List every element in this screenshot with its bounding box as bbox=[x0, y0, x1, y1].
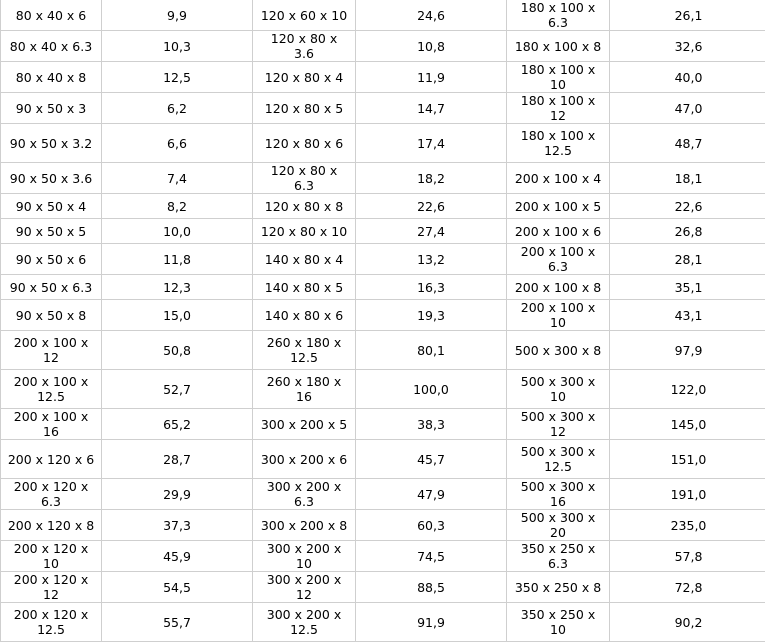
weight-cell: 26,1 bbox=[610, 0, 765, 31]
profile-size-cell: 80 x 40 x 6.3 bbox=[1, 31, 102, 62]
weight-cell: 18,1 bbox=[610, 163, 765, 194]
weight-cell: 54,5 bbox=[102, 572, 253, 603]
profile-size-cell: 140 x 80 x 6 bbox=[253, 300, 356, 331]
table-row bbox=[1, 440, 765, 479]
profile-size-cell: 200 x 100 x 6 bbox=[507, 219, 610, 244]
profile-size-cell: 200 x 120 x 8 bbox=[1, 510, 102, 541]
table-row bbox=[1, 194, 765, 219]
table-row bbox=[1, 124, 765, 163]
profile-size-cell: 300 x 200 x 6 bbox=[253, 440, 356, 479]
weight-cell: 19,3 bbox=[356, 300, 507, 331]
profile-size-cell: 90 x 50 x 6 bbox=[1, 244, 102, 275]
weight-cell: 32,6 bbox=[610, 31, 765, 62]
weight-cell: 235,0 bbox=[610, 510, 765, 541]
weight-cell: 91,9 bbox=[356, 603, 507, 642]
weight-cell: 65,2 bbox=[102, 409, 253, 440]
profile-size-cell: 500 x 300 x 16 bbox=[507, 479, 610, 510]
table-row bbox=[1, 572, 765, 603]
table-row bbox=[1, 62, 765, 93]
profile-size-cell: 300 x 200 x 10 bbox=[253, 541, 356, 572]
profile-size-cell: 90 x 50 x 8 bbox=[1, 300, 102, 331]
weight-cell: 145,0 bbox=[610, 409, 765, 440]
profile-size-cell: 260 x 180 x 12.5 bbox=[253, 331, 356, 370]
profile-size-cell: 120 x 80 x 3.6 bbox=[253, 31, 356, 62]
weight-cell: 37,3 bbox=[102, 510, 253, 541]
profile-size-cell: 200 x 100 x 12 bbox=[1, 331, 102, 370]
profile-size-cell: 350 x 250 x 10 bbox=[507, 603, 610, 642]
weight-cell: 14,7 bbox=[356, 93, 507, 124]
weight-cell: 12,5 bbox=[102, 62, 253, 93]
table-row bbox=[1, 300, 765, 331]
profile-size-cell: 300 x 200 x 12.5 bbox=[253, 603, 356, 642]
profile-size-cell: 500 x 300 x 20 bbox=[507, 510, 610, 541]
weight-cell: 9,9 bbox=[102, 0, 253, 31]
table-row bbox=[1, 244, 765, 275]
weight-cell: 10,8 bbox=[356, 31, 507, 62]
weight-cell: 22,6 bbox=[610, 194, 765, 219]
table-row bbox=[1, 370, 765, 409]
profile-size-cell: 200 x 100 x 6.3 bbox=[507, 244, 610, 275]
profile-size-cell: 140 x 80 x 5 bbox=[253, 275, 356, 300]
profile-size-cell: 200 x 100 x 4 bbox=[507, 163, 610, 194]
weight-cell: 191,0 bbox=[610, 479, 765, 510]
weight-cell: 88,5 bbox=[356, 572, 507, 603]
profile-size-cell: 140 x 80 x 4 bbox=[253, 244, 356, 275]
weight-cell: 43,1 bbox=[610, 300, 765, 331]
profile-size-cell: 200 x 120 x 6.3 bbox=[1, 479, 102, 510]
weight-cell: 13,2 bbox=[356, 244, 507, 275]
profile-size-cell: 200 x 120 x 6 bbox=[1, 440, 102, 479]
weight-cell: 100,0 bbox=[356, 370, 507, 409]
table-row bbox=[1, 603, 765, 642]
weight-cell: 45,9 bbox=[102, 541, 253, 572]
table-row bbox=[1, 275, 765, 300]
profile-size-cell: 260 x 180 x 16 bbox=[253, 370, 356, 409]
table-row bbox=[1, 331, 765, 370]
profile-size-cell: 200 x 100 x 16 bbox=[1, 409, 102, 440]
weight-cell: 6,2 bbox=[102, 93, 253, 124]
weight-cell: 26,8 bbox=[610, 219, 765, 244]
profile-size-cell: 80 x 40 x 6 bbox=[1, 0, 102, 31]
profile-size-cell: 90 x 50 x 6.3 bbox=[1, 275, 102, 300]
weight-cell: 15,0 bbox=[102, 300, 253, 331]
profile-size-cell: 120 x 80 x 8 bbox=[253, 194, 356, 219]
profile-size-cell: 90 x 50 x 3.2 bbox=[1, 124, 102, 163]
weight-cell: 16,3 bbox=[356, 275, 507, 300]
profile-size-cell: 350 x 250 x 6.3 bbox=[507, 541, 610, 572]
profile-size-cell: 500 x 300 x 10 bbox=[507, 370, 610, 409]
profile-size-cell: 90 x 50 x 4 bbox=[1, 194, 102, 219]
weight-cell: 6,6 bbox=[102, 124, 253, 163]
weight-cell: 8,2 bbox=[102, 194, 253, 219]
weight-cell: 45,7 bbox=[356, 440, 507, 479]
weight-cell: 50,8 bbox=[102, 331, 253, 370]
profile-size-cell: 180 x 100 x 6.3 bbox=[507, 0, 610, 31]
weight-cell: 27,4 bbox=[356, 219, 507, 244]
profile-size-cell: 500 x 300 x 8 bbox=[507, 331, 610, 370]
profile-size-cell: 120 x 80 x 6 bbox=[253, 124, 356, 163]
profile-size-cell: 90 x 50 x 3.6 bbox=[1, 163, 102, 194]
weight-cell: 90,2 bbox=[610, 603, 765, 642]
weight-cell: 47,0 bbox=[610, 93, 765, 124]
profile-size-cell: 120 x 80 x 4 bbox=[253, 62, 356, 93]
table-row bbox=[1, 479, 765, 510]
profile-size-cell: 300 x 200 x 6.3 bbox=[253, 479, 356, 510]
weight-cell: 11,9 bbox=[356, 62, 507, 93]
weight-cell: 74,5 bbox=[356, 541, 507, 572]
weight-cell: 7,4 bbox=[102, 163, 253, 194]
profile-size-cell: 200 x 120 x 12 bbox=[1, 572, 102, 603]
table-row bbox=[1, 31, 765, 62]
profile-size-cell: 180 x 100 x 12.5 bbox=[507, 124, 610, 163]
weight-cell: 55,7 bbox=[102, 603, 253, 642]
weight-cell: 72,8 bbox=[610, 572, 765, 603]
profile-size-cell: 200 x 100 x 10 bbox=[507, 300, 610, 331]
profile-size-cell: 300 x 200 x 8 bbox=[253, 510, 356, 541]
weight-cell: 60,3 bbox=[356, 510, 507, 541]
weight-cell: 24,6 bbox=[356, 0, 507, 31]
weight-cell: 28,1 bbox=[610, 244, 765, 275]
weight-cell: 10,3 bbox=[102, 31, 253, 62]
table-row bbox=[1, 219, 765, 244]
profile-size-cell: 120 x 80 x 6.3 bbox=[253, 163, 356, 194]
weight-cell: 18,2 bbox=[356, 163, 507, 194]
weight-cell: 35,1 bbox=[610, 275, 765, 300]
weight-cell: 10,0 bbox=[102, 219, 253, 244]
profile-size-cell: 200 x 100 x 8 bbox=[507, 275, 610, 300]
profile-size-cell: 200 x 120 x 12.5 bbox=[1, 603, 102, 642]
profile-size-cell: 120 x 80 x 5 bbox=[253, 93, 356, 124]
table-row bbox=[1, 0, 765, 31]
weight-cell: 22,6 bbox=[356, 194, 507, 219]
weight-cell: 57,8 bbox=[610, 541, 765, 572]
weight-cell: 38,3 bbox=[356, 409, 507, 440]
weight-cell: 17,4 bbox=[356, 124, 507, 163]
table-row bbox=[1, 510, 765, 541]
table-row bbox=[1, 163, 765, 194]
profile-size-cell: 300 x 200 x 12 bbox=[253, 572, 356, 603]
profile-size-cell: 200 x 100 x 12.5 bbox=[1, 370, 102, 409]
weight-cell: 97,9 bbox=[610, 331, 765, 370]
profile-size-cell: 300 x 200 x 5 bbox=[253, 409, 356, 440]
weight-cell: 28,7 bbox=[102, 440, 253, 479]
profile-size-cell: 80 x 40 x 8 bbox=[1, 62, 102, 93]
table-body bbox=[1, 0, 765, 642]
profile-size-cell: 90 x 50 x 3 bbox=[1, 93, 102, 124]
weight-cell: 11,8 bbox=[102, 244, 253, 275]
table-row bbox=[1, 93, 765, 124]
table-row bbox=[1, 541, 765, 572]
table-row bbox=[1, 409, 765, 440]
weight-cell: 47,9 bbox=[356, 479, 507, 510]
profile-size-cell: 120 x 60 x 10 bbox=[253, 0, 356, 31]
weight-cell: 40,0 bbox=[610, 62, 765, 93]
profile-size-cell: 200 x 100 x 5 bbox=[507, 194, 610, 219]
profile-size-cell: 500 x 300 x 12.5 bbox=[507, 440, 610, 479]
weight-cell: 122,0 bbox=[610, 370, 765, 409]
profile-size-cell: 90 x 50 x 5 bbox=[1, 219, 102, 244]
profile-size-cell: 180 x 100 x 10 bbox=[507, 62, 610, 93]
profile-size-cell: 200 x 120 x 10 bbox=[1, 541, 102, 572]
weight-cell: 80,1 bbox=[356, 331, 507, 370]
weight-cell: 151,0 bbox=[610, 440, 765, 479]
weight-cell: 52,7 bbox=[102, 370, 253, 409]
profile-size-cell: 120 x 80 x 10 bbox=[253, 219, 356, 244]
weight-cell: 12,3 bbox=[102, 275, 253, 300]
weight-cell: 48,7 bbox=[610, 124, 765, 163]
profile-size-cell: 350 x 250 x 8 bbox=[507, 572, 610, 603]
profile-size-cell: 180 x 100 x 8 bbox=[507, 31, 610, 62]
profile-size-cell: 180 x 100 x 12 bbox=[507, 93, 610, 124]
profile-size-cell: 500 x 300 x 12 bbox=[507, 409, 610, 440]
weight-cell: 29,9 bbox=[102, 479, 253, 510]
